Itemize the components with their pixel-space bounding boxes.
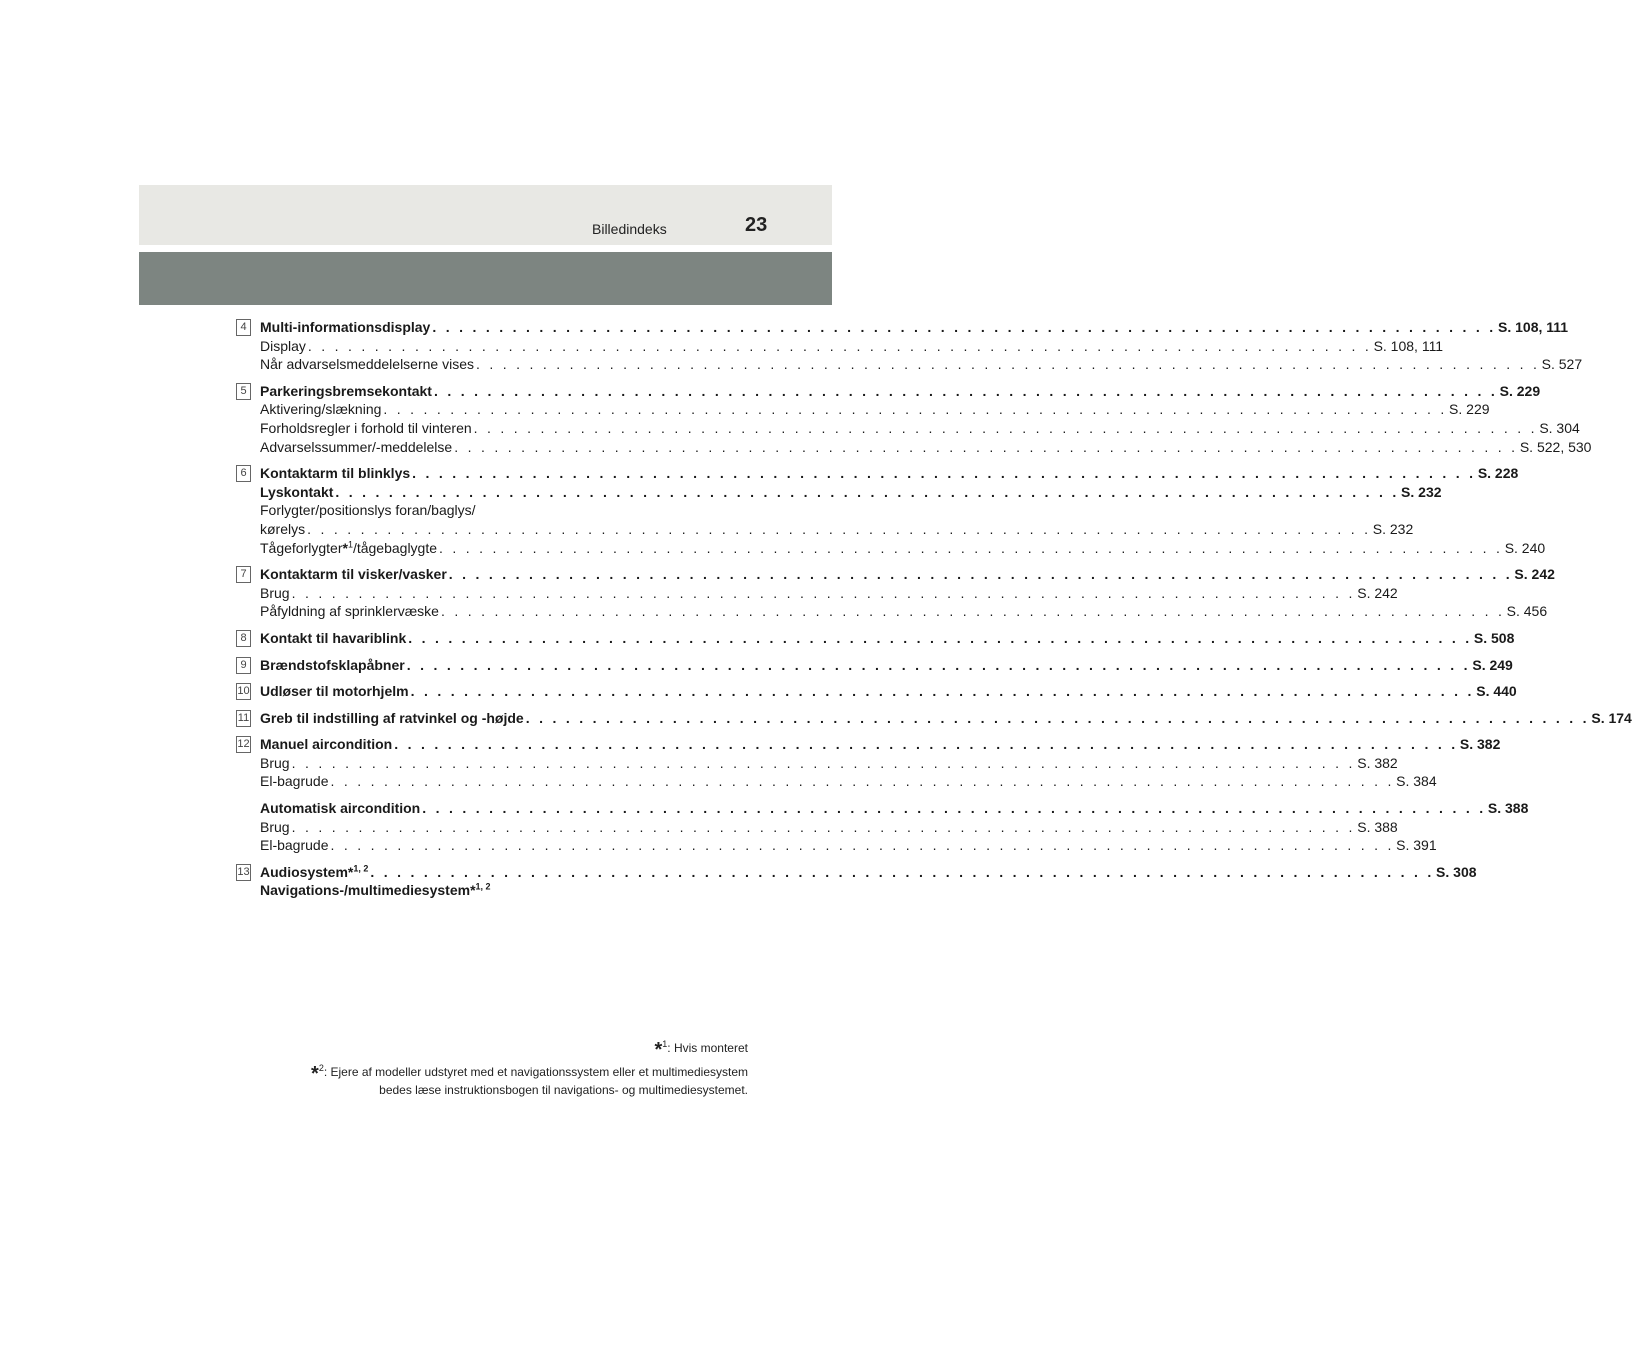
page-reference-link[interactable]: S. 382 <box>1459 736 1501 753</box>
index-entry <box>236 464 1546 557</box>
entry-label: Brug <box>260 584 290 601</box>
page-reference-link[interactable]: S. 174 <box>1591 709 1632 726</box>
index-heading-row <box>260 483 1442 502</box>
dot-leader: . . . . . . . . . . . . . . . . . . . . . . . . . . . . . . . . . . . . . . . . . . . . . . . . . . . . . . . . . . . . . . . . . . . . . . . . . . . . . . . . <box>439 539 1503 556</box>
index-heading-row <box>260 318 1569 337</box>
dot-leader: . . . . . . . . . . . . . . . . . . . . . . . . . . . . . . . . . . . . . . . . . . . . . . . . . . . . . . . . . . . . . . . . . . . . . . . . . . . . . . . . <box>440 603 1505 620</box>
dot-leader: . . . . . . . . . . . . . . . . . . . . . . . . . . . . . . . . . . . . . . . . . . . . . . . . . . . . . . . . . . . . . . . . . . . . . . . . . . . . . . . . <box>291 818 1356 835</box>
index-heading-row <box>260 656 1513 675</box>
dot-leader: . . . . . . . . . . . . . . . . . . . . . . . . . . . . . . . . . . . . . . . . . . . . . . . . . . . . . . . . . . . . . . . . . . . . . . . . . . . . . . . . <box>307 520 1371 537</box>
dot-leader: . . . . . . . . . . . . . . . . . . . . . . . . . . . . . . . . . . . . . . . . . . . . . . . . . . . . . . . . . . . . . . . . . . . . . . . . . . . . . . . . <box>394 736 1458 753</box>
entry-label: Påfyldning af sprinklervæske <box>260 603 439 620</box>
index-heading-row <box>260 799 1529 818</box>
index-sub-row <box>260 400 1490 419</box>
page-reference-link[interactable]: S. 456 <box>1506 603 1548 620</box>
index-sub-row <box>260 772 1437 791</box>
index-entry <box>236 629 1515 648</box>
entry-label: Navigations-/multimediesystem*$^{1, 2}$ <box>260 881 491 899</box>
page-reference-link[interactable]: S. 308 <box>1436 863 1477 880</box>
dot-leader: . . . . . . . . . . . . . . . . . . . . . . . . . . . . . . . . . . . . . . . . . . . . . . . . . . . . . . . . . . . . . . . . . . . . . . . . . . . . . . . . <box>525 709 1590 726</box>
header-band <box>139 185 832 245</box>
item-number-badge: 4 <box>236 319 251 336</box>
item-number-badge: 9 <box>236 657 251 674</box>
index-entry <box>236 565 1555 621</box>
page-reference-link[interactable]: S. 108, 111 <box>1498 319 1569 335</box>
index-sub-row <box>260 836 1437 855</box>
footnote-ref: 1 <box>347 538 353 549</box>
dot-leader: . . . . . . . . . . . . . . . . . . . . . . . . . . . . . . . . . . . . . . . . . . . . . . . . . . . . . . . . . . . . . . . . . . . . . . . . . . . . . . . . <box>330 837 1395 854</box>
dot-leader: . . . . . . . . . . . . . . . . . . . . . . . . . . . . . . . . . . . . . . . . . . . . . . . . . . . . . . . . . . . . . . . . . . . . . . . . . . . . . . . . <box>432 319 1496 335</box>
dot-leader: . . . . . . . . . . . . . . . . . . . . . . . . . . . . . . . . . . . . . . . . . . . . . . . . . . . . . . . . . . . . . . . . . . . . . . . . . . . . . . . . <box>448 566 1513 583</box>
page-reference-link[interactable]: S. 508 <box>1473 629 1515 646</box>
dot-leader: . . . . . . . . . . . . . . . . . . . . . . . . . . . . . . . . . . . . . . . . . . . . . . . . . . . . . . . . . . . . . . . . . . . . . . . . . . . . . . . . <box>473 419 1538 436</box>
index-entry <box>236 735 1501 791</box>
item-number-badge: 10 <box>236 683 251 700</box>
asterisk-icon: * <box>342 539 348 556</box>
dot-leader: . . . . . . . . . . . . . . . . . . . . . . . . . . . . . . . . . . . . . . . . . . . . . . . . . . . . . . . . . . . . . . . . . . . . . . . . . . . . . . . . <box>408 629 1472 646</box>
index-sub-row <box>260 602 1548 621</box>
dot-leader: . . . . . . . . . . . . . . . . . . . . . . . . . . . . . . . . . . . . . . . . . . . . . . . . . . . . . . . . . . . . . . . . . . . . . . . . . . . . . . . . <box>307 337 1372 354</box>
entry-label: Kontaktarm til visker/vasker <box>260 566 447 583</box>
entry-label: Brug <box>260 754 290 771</box>
footnotes <box>236 1040 748 1098</box>
dot-leader: . . . . . . . . . . . . . . . . . . . . . . . . . . . . . . . . . . . . . . . . . . . . . . . . . . . . . . . . . . . . . . . . . . . . . . . . . . . . . . . . <box>291 584 1356 601</box>
page-number: 23 <box>745 214 768 236</box>
index-heading-row <box>260 565 1555 584</box>
page-reference-link[interactable]: S. 249 <box>1472 656 1513 673</box>
index-heading-row <box>260 881 722 900</box>
page-reference-link[interactable]: S. 229 <box>1499 382 1541 399</box>
dot-leader: . . . . . . . . . . . . . . . . . . . . . . . . . . . . . . . . . . . . . . . . . . . . . . . . . . . . . . . . . . . . . . . . . . . . . . . . . . . . . . . . <box>370 863 1435 880</box>
dot-leader: . . . . . . . . . . . . . . . . . . . . . . . . . . . . . . . . . . . . . . . . . . . . . . . . . . . . . . . . . . . . . . . . . . . . . . . . . . . . . . . . <box>291 754 1356 771</box>
index-entry <box>236 318 1583 374</box>
entry-label: Display <box>260 337 306 354</box>
dot-leader: . . . . . . . . . . . . . . . . . . . . . . . . . . . . . . . . . . . . . . . . . . . . . . . . . . . . . . . . . . . . . . . . . . . . . . . . . . . . . . . . <box>454 438 1518 455</box>
index-heading-row <box>260 682 1517 701</box>
page-reference-link[interactable]: S. 382 <box>1357 754 1398 771</box>
page-reference-link[interactable]: S. 228 <box>1477 465 1519 482</box>
index-sub-row <box>260 584 1398 603</box>
entry-label: Kontaktarm til blinklys <box>260 465 411 482</box>
item-number-badge: 7 <box>236 566 251 583</box>
footnote-text-continued: bedes læse instruktionsbogen til navigations- og multimediesystemet. <box>379 1083 748 1097</box>
entry-label: Forlygter/positionslys foran/baglys/ <box>260 502 476 519</box>
dot-leader: . . . . . . . . . . . . . . . . . . . . . . . . . . . . . . . . . . . . . . . . . . . . . . . . . . . . . . . . . . . . . . . . . . . . . . . . . . . . . . . . <box>335 483 1400 500</box>
entry-label: El-bagrude <box>260 837 329 854</box>
entry-label: Tågeforlygter*$^1$/tågebaglygte <box>260 538 438 556</box>
entry-label: Parkeringsbremsekontakt <box>260 382 432 399</box>
section-title: Billedindeks <box>592 221 667 237</box>
item-number-badge: 13 <box>236 864 251 881</box>
index-sub-row <box>260 520 1414 539</box>
entry-label: Brændstofsklapåbner <box>260 656 405 673</box>
entry-label: Forholdsregler i forhold til vinteren <box>260 419 472 436</box>
entry-label: Advarselssummer/-meddelelse <box>260 438 453 455</box>
page-reference-link[interactable]: S. 232 <box>1401 483 1442 500</box>
footnote-text: : Hvis monteret <box>667 1041 748 1055</box>
entry-label: Lyskontakt <box>260 483 334 500</box>
index-heading-row <box>260 382 1541 401</box>
footnote-2 <box>236 1064 748 1098</box>
footnote-ref: 1, 2 <box>475 881 491 892</box>
index-sub-row <box>260 754 1398 773</box>
index-sub-row <box>260 438 1592 457</box>
index-entry <box>236 799 1529 855</box>
index-sub-row <box>260 419 1580 438</box>
index-sub-row <box>260 538 1546 558</box>
page-reference-link[interactable]: S. 388 <box>1357 818 1398 835</box>
entry-label: Manuel aircondition <box>260 736 393 753</box>
asterisk-icon: * <box>470 882 476 899</box>
page-reference-link[interactable]: S. 242 <box>1357 584 1398 601</box>
page-reference-link[interactable]: S. 522, 530 <box>1519 438 1592 455</box>
footnote-ref: 1, 2 <box>353 863 369 874</box>
entry-label: Brug <box>260 818 290 835</box>
index-sub-row <box>260 355 1583 374</box>
entry-label: Kontakt til havariblink <box>260 629 407 646</box>
page-reference-link[interactable]: S. 440 <box>1476 683 1517 700</box>
dot-leader: . . . . . . . . . . . . . . . . . . . . . . . . . . . . . . . . . . . . . . . . . . . . . . . . . . . . . . . . . . . . . . . . . . . . . . . . . . . . . . . . <box>330 773 1395 790</box>
dot-leader: . . . . . . . . . . . . . . . . . . . . . . . . . . . . . . . . . . . . . . . . . . . . . . . . . . . . . . . . . . . . . . . . . . . . . . . . . . . . . . . . <box>476 356 1540 373</box>
index-heading-row <box>260 629 1515 648</box>
dot-leader: . . . . . . . . . . . . . . . . . . . . . . . . . . . . . . . . . . . . . . . . . . . . . . . . . . . . . . . . . . . . . . . . . . . . . . . . . . . . . . . . <box>433 382 1498 399</box>
index-entry <box>236 709 1632 728</box>
dot-leader: . . . . . . . . . . . . . . . . . . . . . . . . . . . . . . . . . . . . . . . . . . . . . . . . . . . . . . . . . . . . . . . . . . . . . . . . . . . . . . . . <box>422 800 1486 817</box>
page-reference-link[interactable]: S. 108, 111 <box>1373 337 1444 354</box>
footnote-1 <box>236 1039 748 1061</box>
entry-label: Når advarselsmeddelelserne vises <box>260 356 474 373</box>
dot-leader: . . . . . . . . . . . . . . . . . . . . . . . . . . . . . . . . . . . . . . . . . . . . . . . . . . . . . . . . . . . . . . . . . . . . . . . . . . . . . . . . <box>383 401 1448 418</box>
page-reference-link[interactable]: S. 242 <box>1514 566 1555 583</box>
index-entry <box>236 682 1517 701</box>
page-reference-link[interactable]: S. 388 <box>1487 800 1529 817</box>
item-number-badge: 11 <box>236 710 251 727</box>
index-entries <box>236 318 1632 908</box>
footnote-mark: 2 <box>318 1063 324 1073</box>
item-number-badge: 6 <box>236 465 251 482</box>
index-sub-row <box>260 337 1444 356</box>
entry-label: kørelys <box>260 520 306 537</box>
asterisk-icon: * <box>311 1063 319 1085</box>
header-bar <box>139 252 832 305</box>
entry-label: Aktivering/slækning <box>260 401 382 418</box>
index-heading-row <box>260 863 1477 882</box>
entry-label: Audiosystem*$^{1, 2}$ <box>260 863 369 880</box>
asterisk-icon: * <box>654 1039 663 1061</box>
entry-label: Udløser til motorhjelm <box>260 683 409 700</box>
page-reference-link[interactable]: S. 240 <box>1504 539 1546 556</box>
page-reference-link[interactable]: S. 527 <box>1541 356 1583 373</box>
index-sub-row <box>260 501 722 520</box>
index-sub-row <box>260 818 1398 837</box>
asterisk-icon: * <box>347 863 354 880</box>
index-entry <box>236 656 1513 675</box>
item-number-badge: 8 <box>236 630 251 647</box>
dot-leader: . . . . . . . . . . . . . . . . . . . . . . . . . . . . . . . . . . . . . . . . . . . . . . . . . . . . . . . . . . . . . . . . . . . . . . . . . . . . . . . . <box>410 683 1475 700</box>
footnote-mark: 1 <box>662 1039 668 1049</box>
dot-leader: . . . . . . . . . . . . . . . . . . . . . . . . . . . . . . . . . . . . . . . . . . . . . . . . . . . . . . . . . . . . . . . . . . . . . . . . . . . . . . . . <box>406 656 1471 673</box>
page-reference-link[interactable]: S. 384 <box>1396 773 1437 790</box>
index-entry <box>236 863 1477 900</box>
page-reference-link[interactable]: S. 232 <box>1372 520 1414 537</box>
item-number-badge: 5 <box>236 383 251 400</box>
entry-label: Multi-informationsdisplay <box>260 319 431 335</box>
entry-label: Automatisk aircondition <box>260 800 421 817</box>
entry-label: El-bagrude <box>260 773 329 790</box>
index-heading-row <box>260 464 1519 483</box>
entry-label: Greb til indstilling af ratvinkel og -højde <box>260 709 524 726</box>
index-heading-row <box>260 709 1632 728</box>
index-heading-row <box>260 735 1501 754</box>
item-number-badge: 12 <box>236 736 251 753</box>
footnote-text: : Ejere af modeller udstyret med et navigationssystem eller et multimediesystem <box>323 1065 748 1079</box>
page-reference-link[interactable]: S. 391 <box>1396 837 1437 854</box>
index-entry <box>236 382 1592 456</box>
dot-leader: . . . . . . . . . . . . . . . . . . . . . . . . . . . . . . . . . . . . . . . . . . . . . . . . . . . . . . . . . . . . . . . . . . . . . . . . . . . . . . . . <box>412 465 1476 482</box>
page-reference-link[interactable]: S. 229 <box>1449 401 1490 418</box>
page-reference-link[interactable]: S. 304 <box>1539 419 1580 436</box>
